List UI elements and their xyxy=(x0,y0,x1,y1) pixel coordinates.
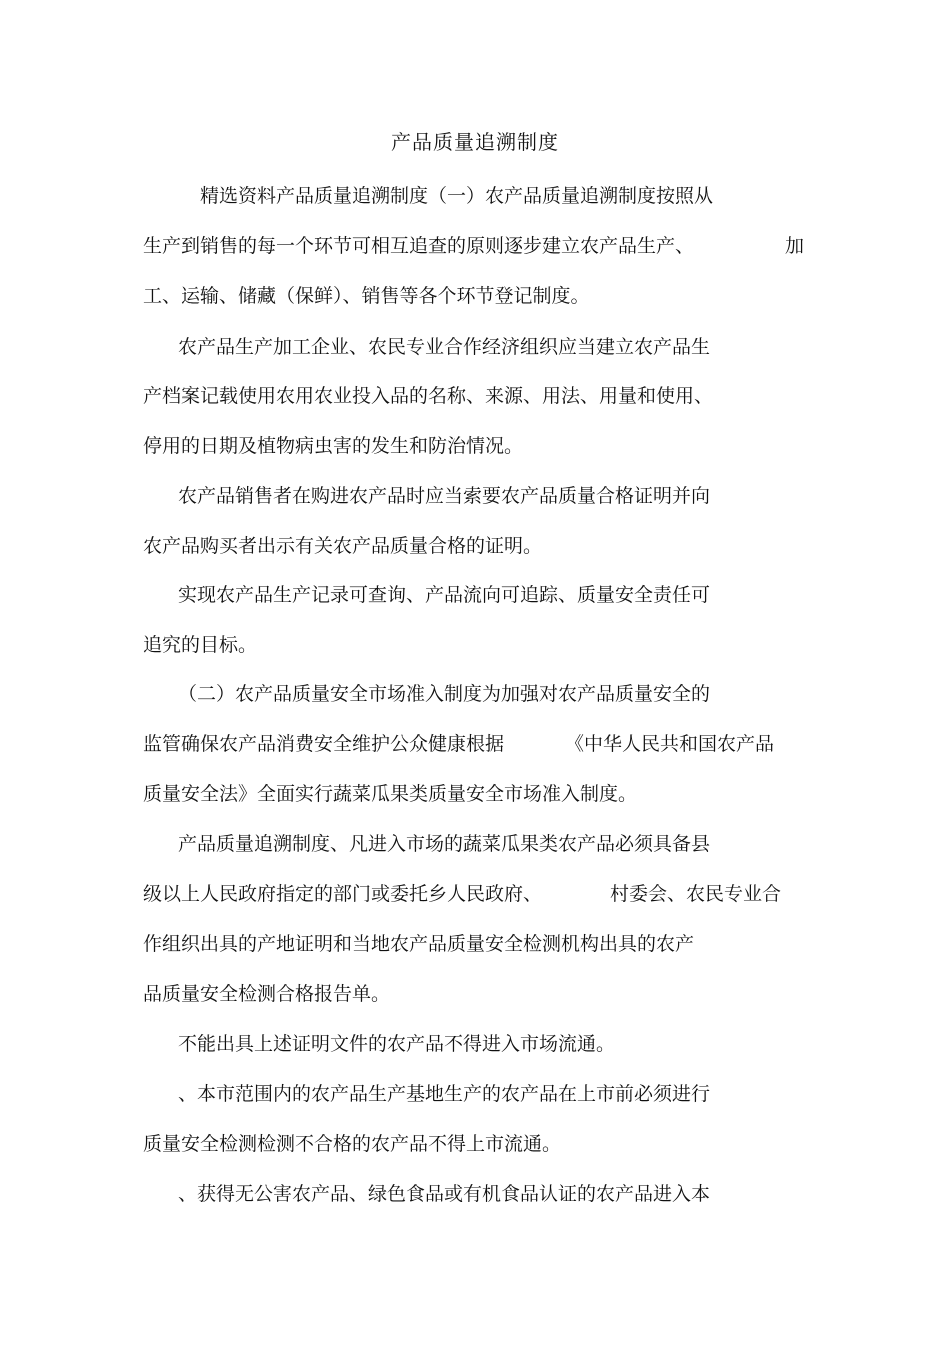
body-line: 工、运输、储藏（保鲜）、销售等各个环节登记制度。 xyxy=(143,285,590,307)
body-line: 精选资料产品质量追溯制度（一）农产品质量追溯制度按照从 xyxy=(200,185,714,207)
body-line: （二）农产品质量安全市场准入制度为加强对农产品质量安全的 xyxy=(178,683,711,705)
body-line: 生产到销售的每一个环节可相互追查的原则逐步建立农产品生产、 xyxy=(143,235,695,257)
page-title: 产品质量追溯制度 xyxy=(391,130,559,154)
body-line: 、获得无公害农产品、绿色食品或有机食品认证的农产品进入本 xyxy=(178,1183,711,1205)
body-line: 、本市范围内的农产品生产基地生产的农产品在上市前必须进行 xyxy=(178,1083,711,1105)
body-line: 实现农产品生产记录可查询、产品流向可追踪、质量安全责任可 xyxy=(178,584,711,606)
body-line: 村委会、农民专业合 xyxy=(610,883,782,905)
body-line: 品质量安全检测合格报告单。 xyxy=(143,983,391,1005)
body-line: 作组织出具的产地证明和当地农产品质量安全检测机构出具的农产 xyxy=(143,933,695,955)
body-line: 不能出具上述证明文件的农产品不得进入市场流通。 xyxy=(178,1033,616,1055)
body-line: 级以上人民政府指定的部门或委托乡人民政府、 xyxy=(143,883,543,905)
body-line: 质量安全检测检测不合格的农产品不得上市流通。 xyxy=(143,1133,562,1155)
body-line: 农产品购买者出示有关农产品质量合格的证明。 xyxy=(143,535,543,557)
body-line: 追究的目标。 xyxy=(143,634,258,656)
body-line: 《中华人民共和国农产品 xyxy=(565,733,775,755)
body-line: 产品质量追溯制度、凡进入市场的蔬菜瓜果类农产品必须具备县 xyxy=(178,833,711,855)
body-line: 监管确保农产品消费安全维护公众健康根据 xyxy=(143,733,505,755)
body-line: 农产品生产加工企业、农民专业合作经济组织应当建立农产品生 xyxy=(178,336,711,358)
body-line: 停用的日期及植物病虫害的发生和防治情况。 xyxy=(143,435,524,457)
body-line: 加 xyxy=(785,235,805,257)
body-line: 质量安全法》全面实行蔬菜瓜果类质量安全市场准入制度。 xyxy=(143,783,638,805)
body-line: 农产品销售者在购进农产品时应当索要农产品质量合格证明并向 xyxy=(178,485,711,507)
body-line: 产档案记载使用农用农业投入品的名称、来源、用法、用量和使用、 xyxy=(143,385,714,407)
